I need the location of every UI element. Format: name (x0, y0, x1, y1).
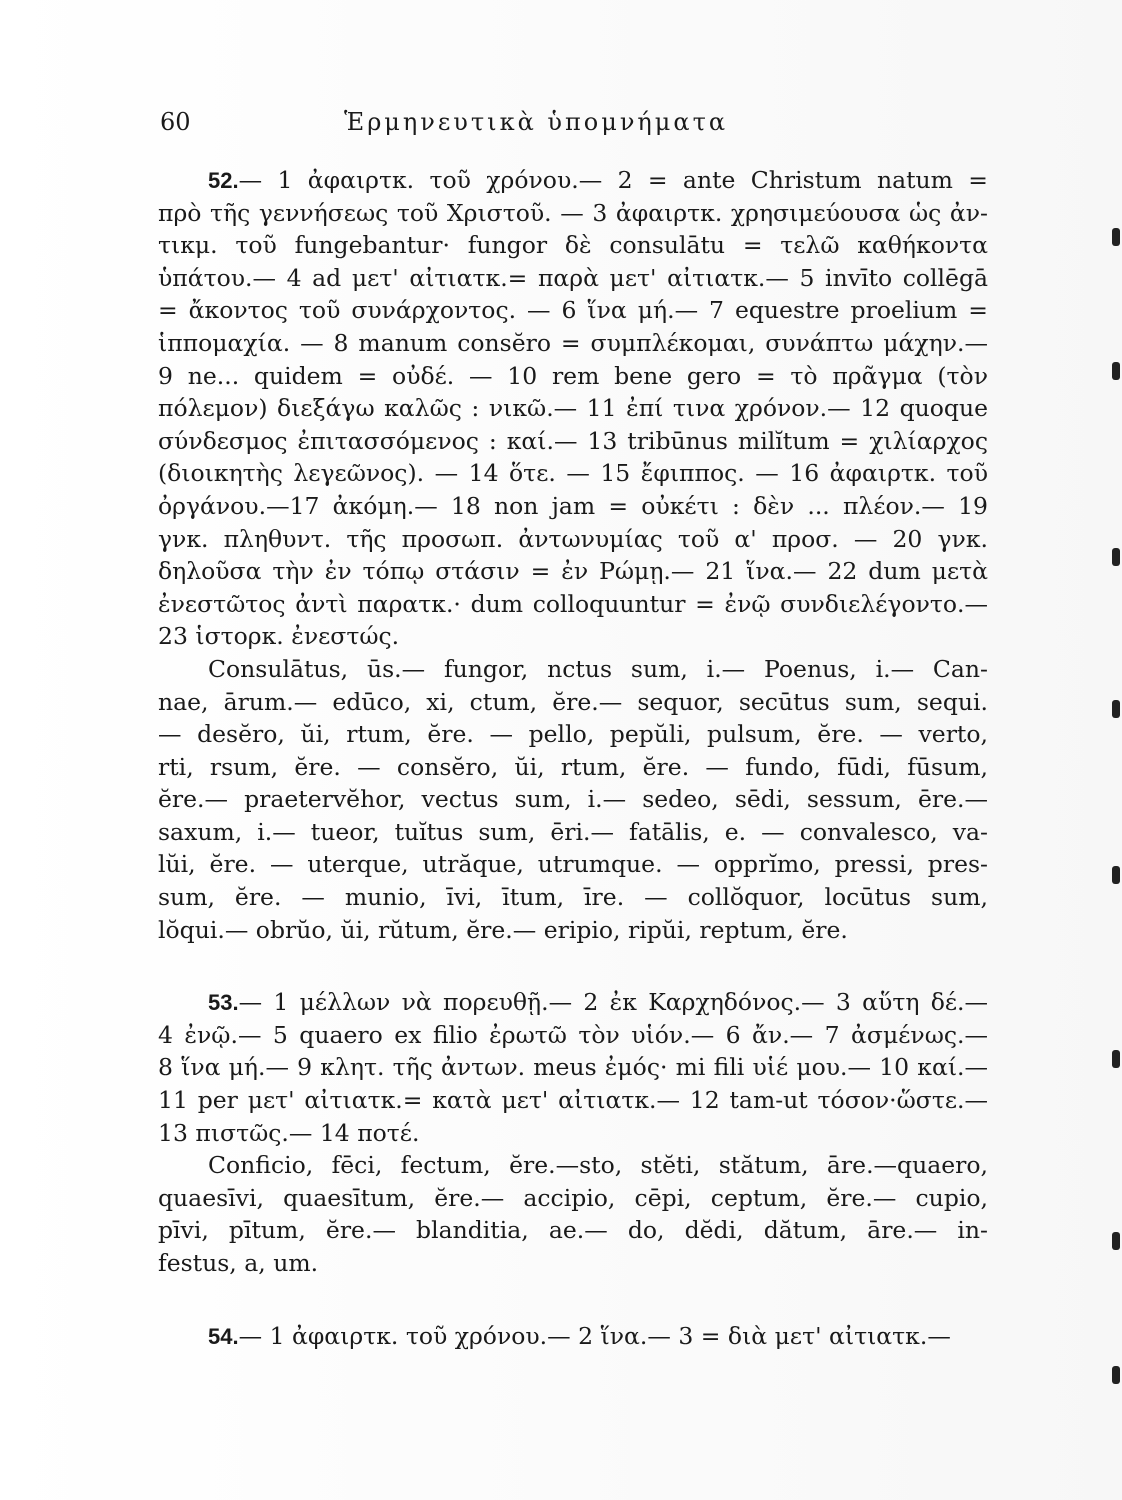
text-line: 11 per μετ' αἰτιατκ.= κατὰ μετ' αἰτιατκ.— 12 tam-ut τόσον·ὥστε.— (158, 1086, 988, 1115)
vocab-line: pīvi, pītum, ĕre.— blanditia, ae.— do, dĕdi, dătum, āre.— in- (158, 1216, 988, 1245)
vocab-line: saxum, i.— tueor, tuĭtus sum, ēri.— fatālis, e. — convalesco, va- (158, 817, 988, 846)
page-edge-mark (1112, 1050, 1120, 1068)
page-edge-mark (1112, 362, 1120, 380)
text-line: ὑπάτου.— 4 ad μετ' αἰτιατκ.= παρὰ μετ' αἰτιατκ.— 5 invīto collēgā (158, 263, 988, 292)
running-title: Ἑρμηνευτικὰ ὑπομνήματα (344, 108, 729, 136)
page-edge-mark (1112, 1232, 1120, 1250)
page-edge-mark (1112, 228, 1120, 246)
vocab-line: ĕre.— praetervĕhor, vectus sum, i.— sedeo, sēdi, sessum, ēre.— (158, 785, 988, 814)
text-line: = ἄκοντος τοῦ συνάρχοντος. — 6 ἵνα μή.— 7 equestre proelium = (158, 296, 988, 325)
section-number: 53. (208, 990, 239, 1016)
text-line: τικμ. τοῦ fungebantur· fungor δὲ consulātu = τελῶ καθήκοντα (158, 231, 988, 260)
text-line: ἐνεστῶτος ἀντὶ παρατκ.· dum colloquuntur = ἐνῷ συνδιελέγοντο.— (158, 589, 988, 618)
page-edge-mark (1112, 548, 1120, 566)
text-line: δηλοῦσα τὴν ἐν τόπῳ στάσιν = ἐν Ρώμῃ.— 21 ἵνα.— 22 dum μετὰ (158, 557, 988, 586)
text-line: 4 ἐνῷ.— 5 quaero ex filio ἐρωτῶ τὸν υἱόν.— 6 ἄν.— 7 ἀσμένως.— (158, 1020, 988, 1049)
text-line: 13 πιστῶς.— 14 ποτέ. (158, 1118, 420, 1147)
vocab-line: nae, ārum.— edūco, xi, ctum, ĕre.— sequor, secūtus sum, sequi. (158, 687, 988, 716)
vocab-line: quaesīvi, quaesītum, ĕre.— accipio, cēpi, ceptum, ĕre.— cupio, (158, 1183, 988, 1212)
body-text (158, 164, 988, 1352)
vocab-line: lŭi, ĕre. — uterque, utrăque, utrumque. — opprĭmo, pressi, pres- (158, 850, 988, 879)
text-line: ἱππομαχία. — 8 manum consĕro = συμπλέκομαι, συνάπτω μάχην.— (158, 328, 988, 357)
page-number: 60 (160, 108, 191, 136)
vocab-line: — desĕro, ŭi, rtum, ĕre. — pello, pepŭli, pulsum, ĕre. — verto, (158, 720, 988, 749)
section-number: 52. (208, 168, 239, 193)
text-line: 9 ne... quidem = οὐδέ. — 10 rem bene gero = τὸ πρᾶγμα (τὸν (158, 361, 988, 390)
vocab-line: Conficio, fēci, fectum, ĕre.—sto, stĕti, stătum, āre.—quaero, (208, 1151, 988, 1180)
section-number: 54. (208, 1323, 239, 1349)
text-line: 52.— 1 ἀφαιρτκ. τοῦ χρόνου.— 2 = ante Christum natum = (208, 166, 988, 194)
vocab-line: sum, ĕre. — munio, īvi, ītum, īre. — collŏquor, locūtus sum, (158, 883, 988, 912)
text-line: 8 ἵνα μή.— 9 κλητ. τῆς ἀντων. meus ἐμός· mi fili υἱέ μου.— 10 καί.— (158, 1053, 988, 1082)
text-line: σύνδεσμος ἐπιτασσόμενος : καί.— 13 tribūnus milĭtum = χιλίαρχος (158, 426, 988, 455)
vocab-line: rti, rsum, ĕre. — consĕro, ŭi, rtum, ĕre. — fundo, fūdi, fūsum, (158, 752, 988, 781)
section-54 (158, 1320, 988, 1353)
section-gap (158, 1280, 988, 1320)
text-line: ὀργάνου.—17 ἀκόμη.— 18 non jam = οὐκέτι : δὲν ... πλέον.— 19 (158, 491, 988, 520)
vocab-line: lŏqui.— obrŭo, ŭi, rŭtum, ĕre.— eripio, ripŭi, reptum, ĕre. (158, 915, 848, 944)
text-line: 54.— 1 ἀφαιρτκ. τοῦ χρόνου.— 2 ἵνα.— 3 = διὰ μετ' αἰτιατκ.— (208, 1321, 951, 1350)
text-line: 53.— 1 μέλλων νὰ πορευθῇ.— 2 ἐκ Καρχηδόνος.— 3 αὕτη δέ.— (208, 988, 988, 1017)
vocab-line: festus, a, um. (158, 1249, 319, 1277)
text-line: (διοικητὴς λεγεῶνος). — 14 ὅτε. — 15 ἔφιππος. — 16 ἀφαιρτκ. τοῦ (158, 459, 988, 488)
section-53 (158, 986, 988, 1279)
section-gap (158, 946, 988, 986)
text-line: 23 ἱστορκ. ἐνεστώς. (158, 622, 400, 651)
vocab-line: Consulātus, ūs.— fungor, nctus sum, i.— Poenus, i.— Can- (208, 654, 988, 683)
page-edge-mark (1112, 866, 1120, 884)
section-52 (158, 164, 988, 946)
text-line: πρὸ τῆς γεννήσεως τοῦ Χριστοῦ. — 3 ἀφαιρτκ. χρησιμεύουσα ὡς ἀν- (158, 198, 988, 227)
page-edge-mark (1112, 1366, 1120, 1384)
page-edge-mark (1112, 700, 1120, 718)
text-line: γνκ. πληθυντ. τῆς προσωπ. ἀντωνυμίας τοῦ α' προσ. — 20 γνκ. (158, 524, 988, 553)
text-line: πόλεμον) διεξάγω καλῶς : νικῶ.— 11 ἐπί τινα χρόνον.— 12 quoque (158, 394, 988, 423)
